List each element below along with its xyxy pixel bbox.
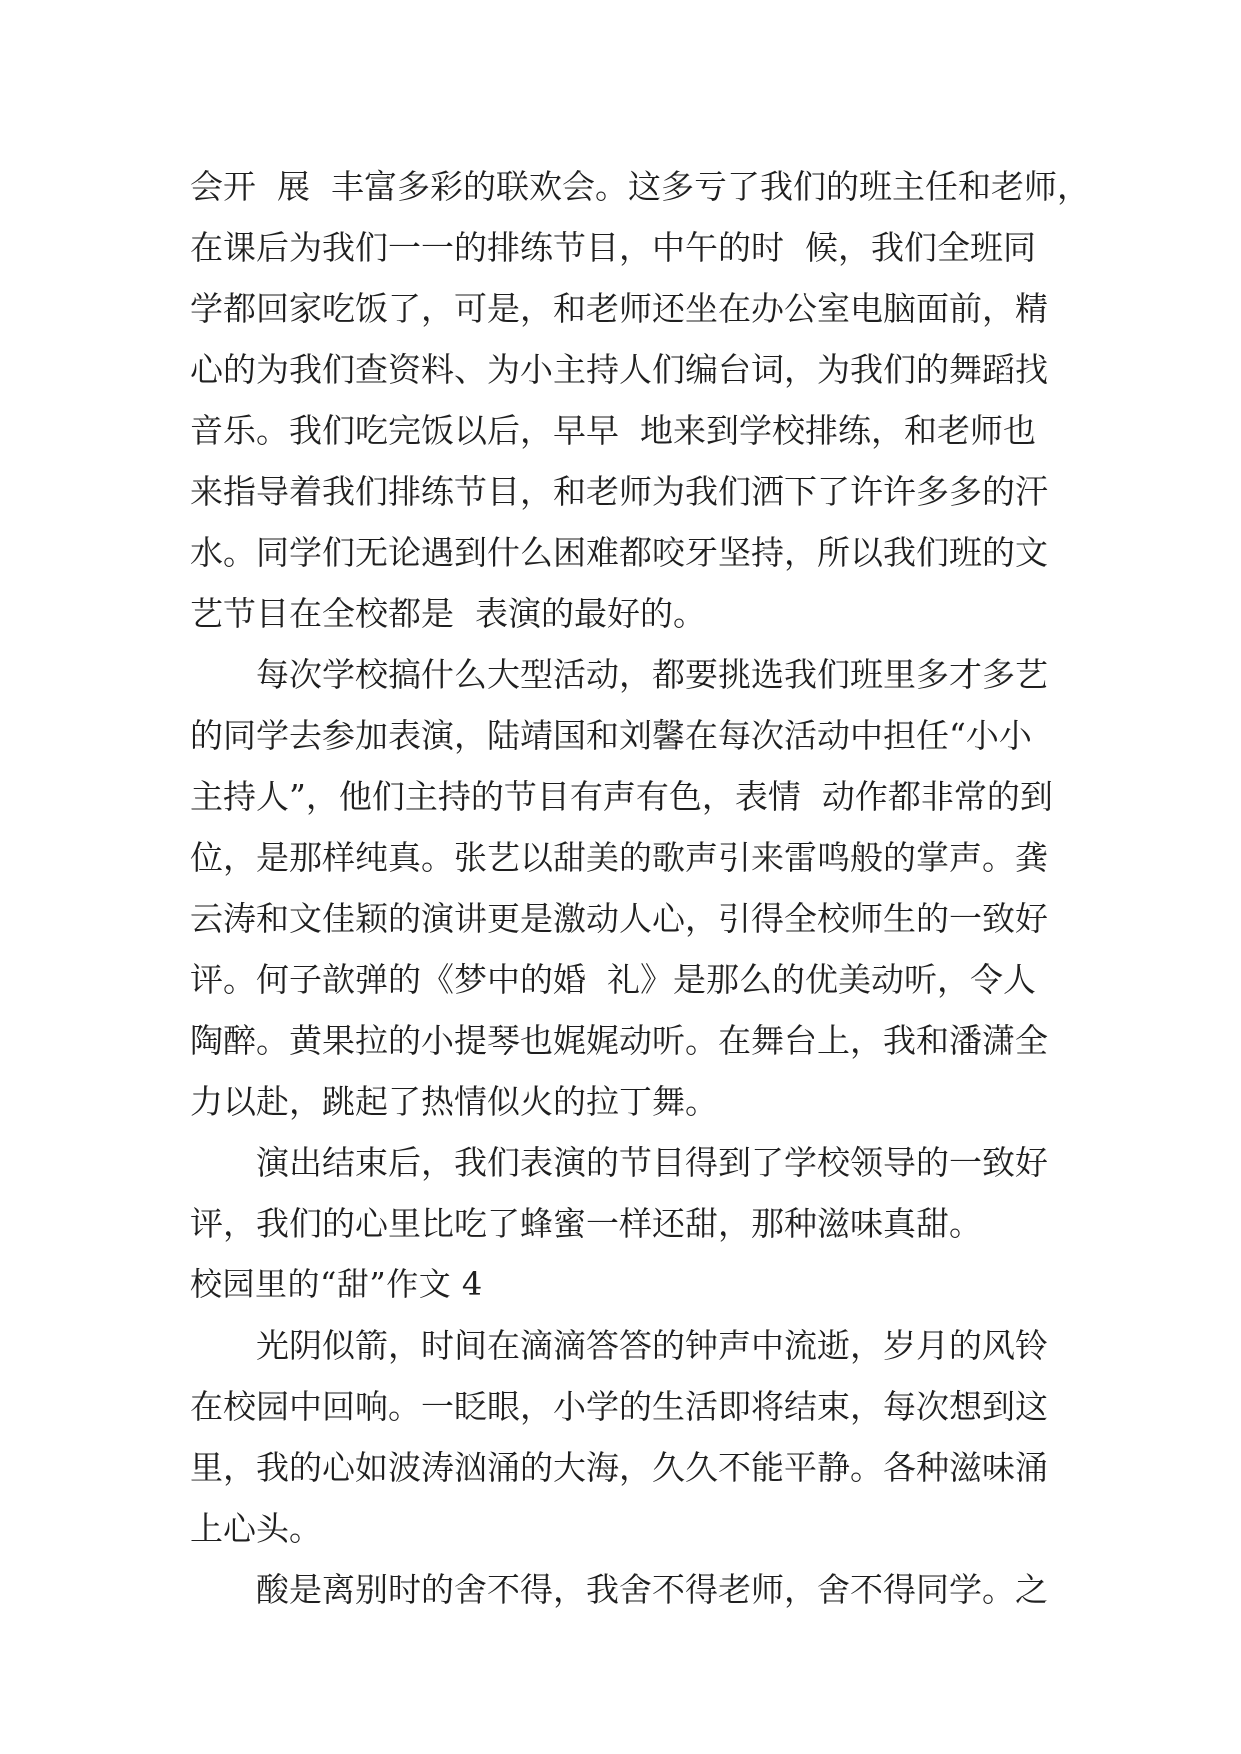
text-line: 学都回家吃饭了，可是，和老师还坐在办公室电脑面前，精 [190,289,1048,328]
text-line: 陶醉。黄果拉的小提琴也娓娓动听。在舞台上，我和潘潇全 [190,1021,1048,1060]
text-line: 艺节目在全校都是 表演的最好的。 [190,594,706,633]
text-line: 云涛和文佳颖的演讲更是激动人心，引得全校师生的一致好 [190,899,1048,938]
text-line: 来指导着我们排练节目，和老师为我们洒下了许许多多的汗 [190,472,1048,511]
text-line: 力以赴，跳起了热情似火的拉丁舞。 [190,1082,718,1121]
text-line: 的同学去参加表演，陆靖国和刘馨在每次活动中担任“小小 [190,716,1032,755]
text-line: 在校园中回响。一眨眼，小学的生活即将结束，每次想到这 [190,1387,1048,1426]
section-heading: 校园里的“甜”作文 4 [190,1265,483,1303]
text-line: 音乐。我们吃完饭以后，早早 地来到学校排练，和老师也 [190,411,1036,450]
paragraph-first-line: 演出结束后，我们表演的节目得到了学校领导的一致好 [256,1143,1048,1182]
text-line: 位，是那样纯真。张艺以甜美的歌声引来雷鸣般的掌声。龚 [190,838,1048,877]
paragraph-first-line: 光阴似箭，时间在滴滴答答的钟声中流逝，岁月的风铃 [256,1326,1048,1365]
text-line: 水。同学们无论遇到什么困难都咬牙坚持，所以我们班的文 [190,533,1048,572]
text-line: 评。何子歆弹的《梦中的婚 礼》是那么的优美动听，令人 [190,960,1036,999]
text-line: 会开 展 丰富多彩的联欢会。这多亏了我们的班主任和老师， [190,167,1090,206]
paragraph-first-line: 酸是离别时的舍不得，我舍不得老师，舍不得同学。之 [256,1570,1048,1609]
text-line: 心的为我们查资料、为小主持人们编台词，为我们的舞蹈找 [190,350,1048,389]
text-line: 里，我的心如波涛汹涌的大海，久久不能平静。各种滋味涌 [190,1448,1048,1487]
text-line: 上心头。 [190,1509,322,1548]
document-body [190,156,1090,1620]
text-line: 评，我们的心里比吃了蜂蜜一样还甜，那种滋味真甜。 [190,1204,982,1243]
paragraph-first-line: 每次学校搞什么大型活动，都要挑选我们班里多才多艺 [256,655,1048,694]
text-line: 主持人”，他们主持的节目有声有色，表情 动作都非常的到 [190,777,1053,816]
text-line: 在课后为我们一一的排练节目，中午的时 候，我们全班同 [190,228,1036,267]
